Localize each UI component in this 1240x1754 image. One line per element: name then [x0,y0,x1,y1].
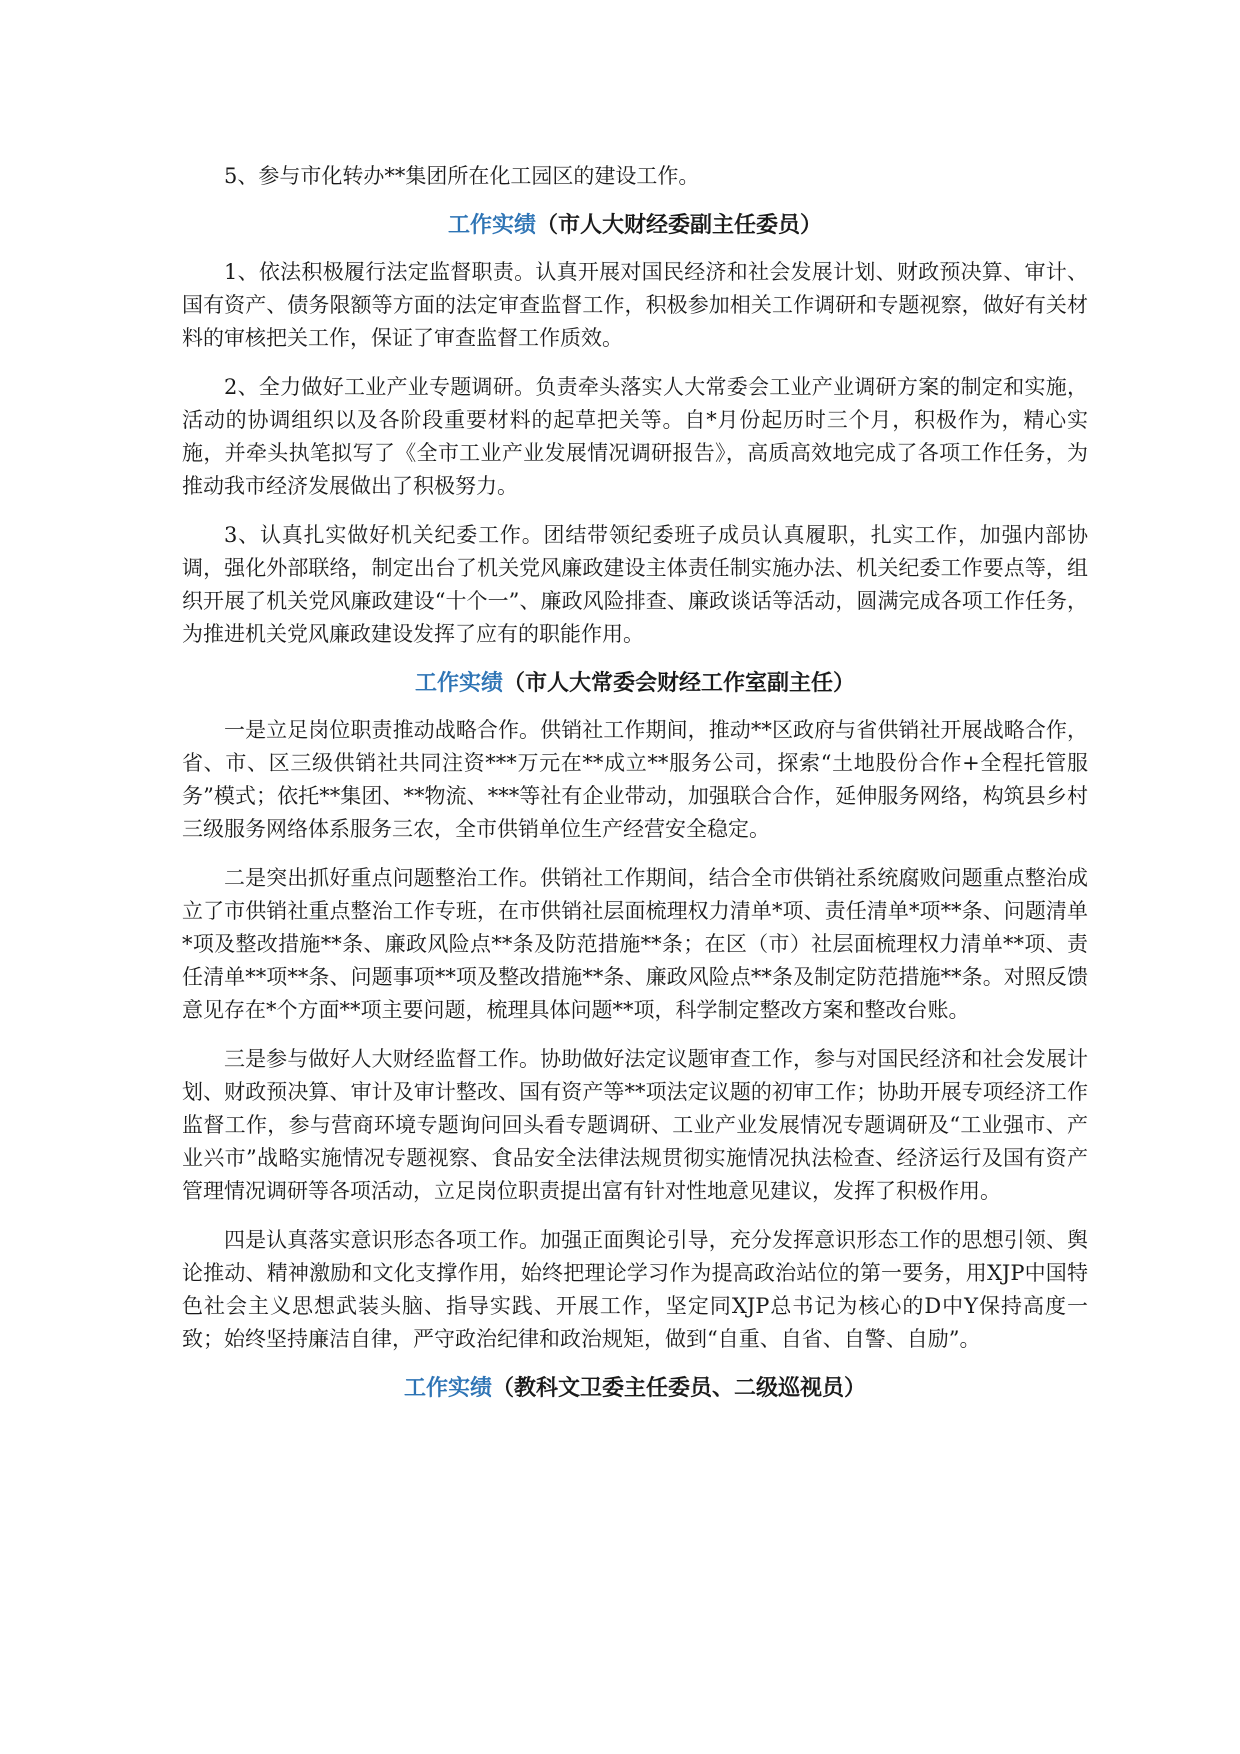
document-page [182,160,1088,1419]
paragraph: 3、认真扎实做好机关纪委工作。团结带领纪委班子成员认真履职，扎实工作，加强内部协调，强化外部联络，制定出台了机关党风廉政建设主体责任制实施办法、机关纪委工作要点等，组织开展了机关党风廉政建设“十个一”、廉政风险排查、廉政谈话等活动，圆满完成各项工作任务，为推进机关党风廉政建设发挥了应有的职能作用。 [182,523,1088,646]
heading-title: （教科文卫委主任委员、二级巡视员） [492,1375,867,1401]
heading-title: （市人大财经委副主任委员） [536,212,823,238]
paragraph: 一是立足岗位职责推动战略合作。供销社工作期间，推动**区政府与省供销社开展战略合作，省、市、区三级供销社共同注资***万元在**成立**服务公司，探索“土地股份合作+全程托管服务”模式；依托**集团、**物流、***等社有企业带动，加强联合合作，延伸服务网络，构筑县乡村三级服务网络体系服务三农，全市供销单位生产经营安全稳定。 [182,718,1088,841]
paragraph: 2、全力做好工业产业专题调研。负责牵头落实人大常委会工业产业调研方案的制定和实施，活动的协调组织以及各阶段重要材料的起草把关等。自*月份起历时三个月，积极作为，精心实施，并牵头执笔拟写了《全市工业产业发展情况调研报告》，高质高效地完成了各项工作任务，为推动我市经济发展做出了积极努力。 [182,375,1088,498]
heading-lead: 工作实绩 [414,670,503,696]
paragraph: 四是认真落实意识形态各项工作。加强正面舆论引导，充分发挥意识形态工作的思想引领、舆论推动、精神激励和文化支撑作用，始终把理论学习作为提高政治站位的第一要务，用XJP中国特色社会主义思想武装头脑、指导实践、开展工作，坚定同XJP总书记为核心的D中Y保持高度一致；始终坚持廉洁自律，严守政治纪律和政治规矩，做到“自重、自省、自警、自励”。 [182,1228,1088,1351]
section-heading-finance-committee [182,209,1088,242]
paragraph: 三是参与做好人大财经监督工作。协助做好法定议题审查工作，参与对国民经济和社会发展计划、财政预决算、审计及审计整改、国有资产等**项法定议题的初审工作；协助开展专项经济工作监督工作，参与营商环境专题询问回头看专题调研、工业产业发展情况专题调研及“工业强市、产业兴市”战略实施情况专题视察、食品安全法律法规贯彻实施情况执法检查、经济运行及国有资产管理情况调研等各项活动，立足岗位职责提出富有针对性地意见建议，发挥了积极作用。 [182,1047,1088,1203]
heading-lead: 工作实绩 [447,212,536,238]
paragraph: 1、依法积极履行法定监督职责。认真开展对国民经济和社会发展计划、财政预决算、审计、国有资产、债务限额等方面的法定审查监督工作，积极参加相关工作调研和专题视察，做好有关材料的审核把关工作，保证了审查监督工作质效。 [182,260,1088,350]
section-heading-finance-office [182,667,1088,700]
section-heading-education-committee [182,1372,1088,1405]
heading-title: （市人大常委会财经工作室副主任） [503,670,856,696]
intro-paragraph: 5、参与市化转办**集团所在化工园区的建设工作。 [224,164,700,188]
heading-lead: 工作实绩 [403,1375,492,1401]
paragraph: 二是突出抓好重点问题整治工作。供销社工作期间，结合全市供销社系统腐败问题重点整治成立了市供销社重点整治工作专班，在市供销社层面梳理权力清单*项、责任清单*项**条、问题清单*项及整改措施**条、廉政风险点**条及防范措施**条；在区（市）社层面梳理权力清单**项、责任清单**项**条、问题事项**项及整改措施**条、廉政风险点**条及制定防范措施**条。对照反馈意见存在*个方面**项主要问题，梳理具体问题**项，科学制定整改方案和整改台账。 [182,866,1088,1022]
